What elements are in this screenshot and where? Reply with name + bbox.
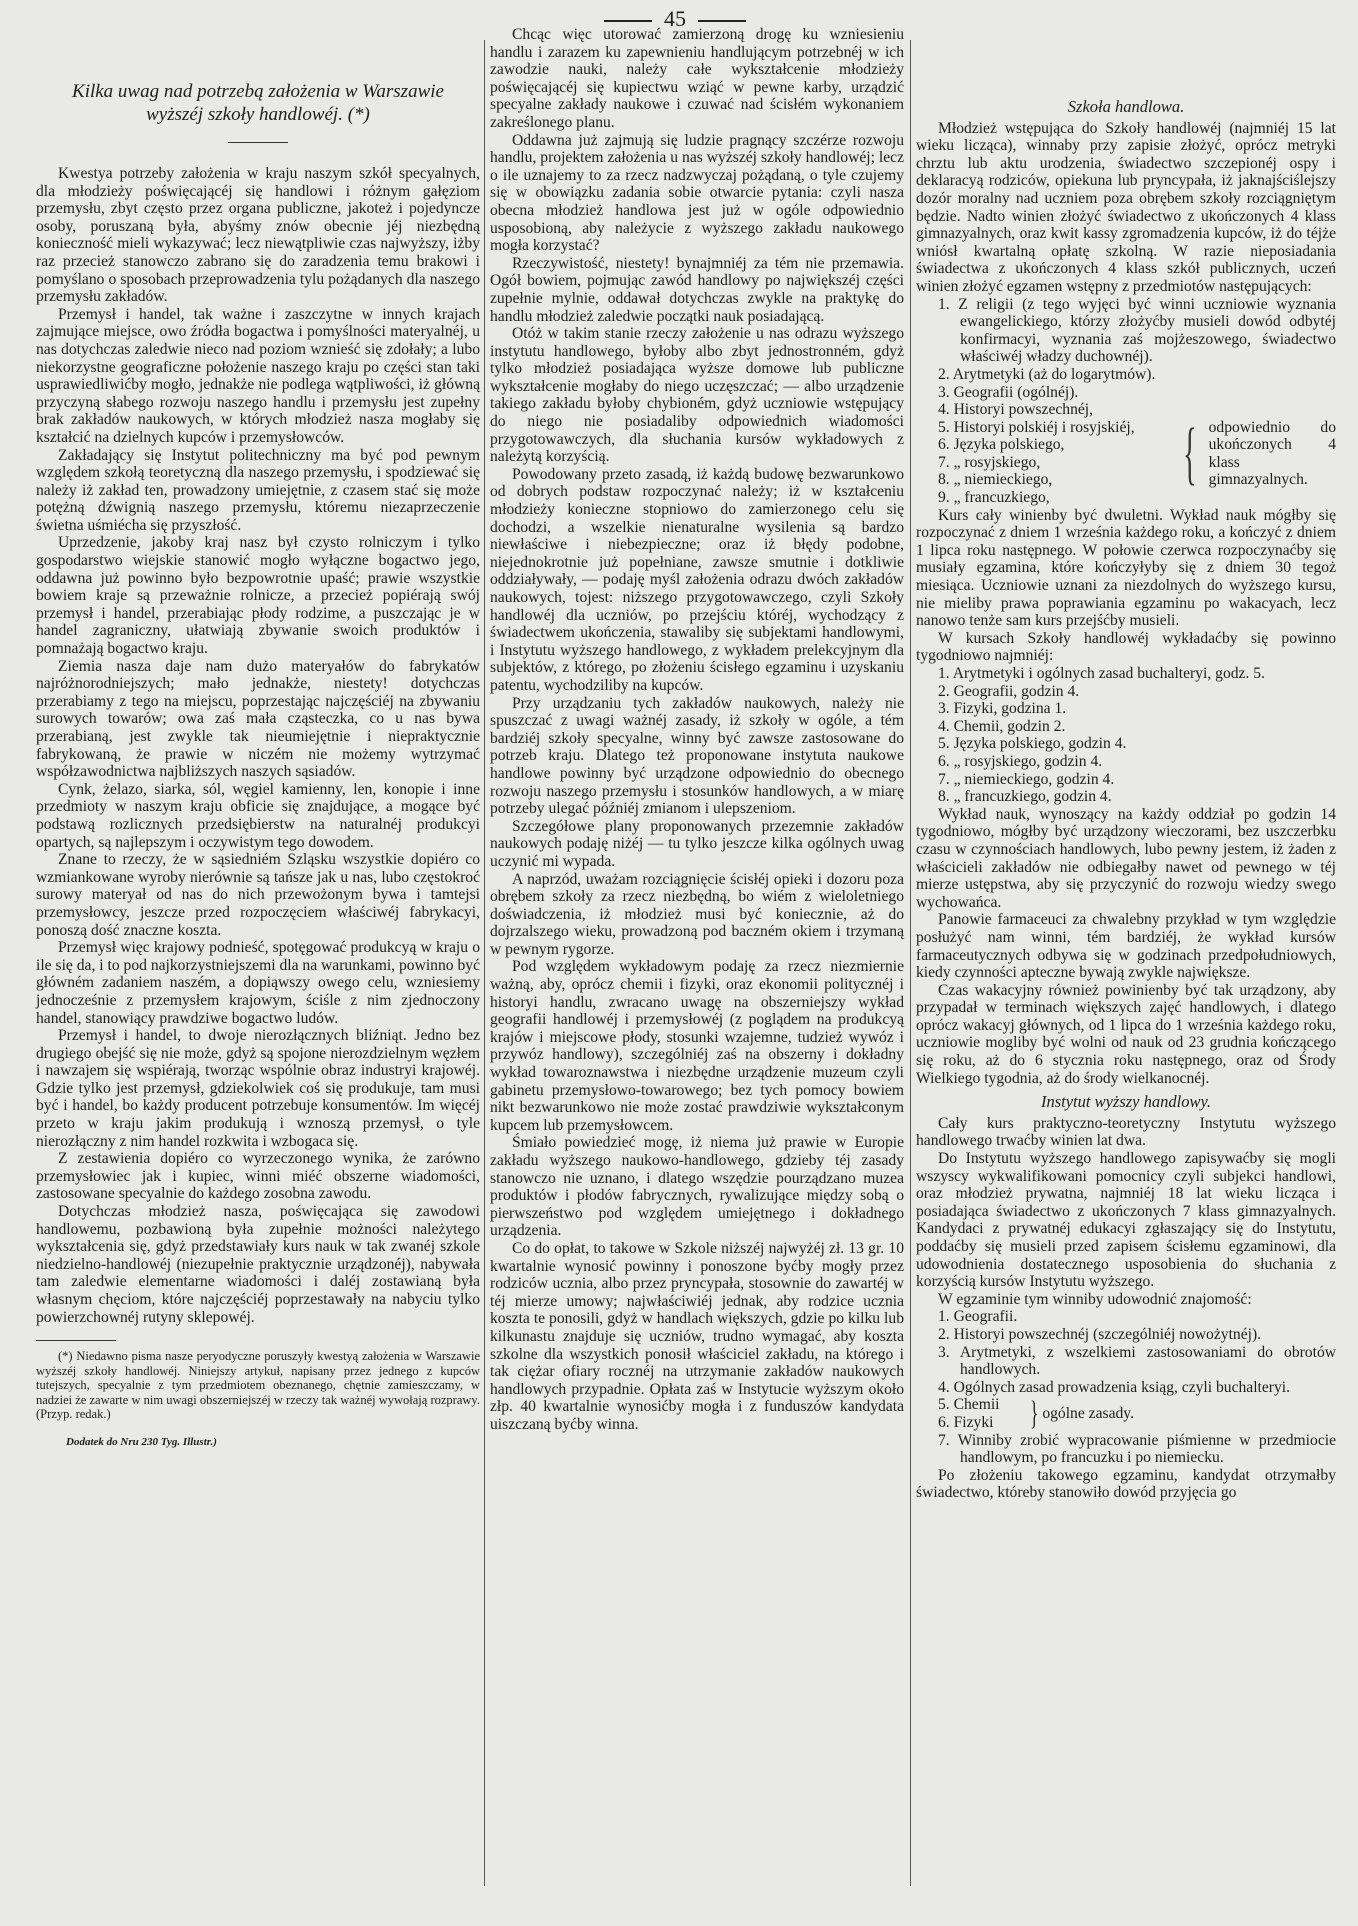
- list-item: 5. Chemii: [938, 1396, 1000, 1414]
- paragraph: Kwestya potrzeby założenia w kraju naszym szkół specyalnych, dla młodzieży poświęcającéj się handlowi i różnym gałęziom przemysłu, zbyt często przez organa publiczne, jakoteż i pojedyncze osoby, poruszaną była, abyśmy znów obecnie jéj niezbędną konieczność mieli wykazywać; lecz niewątpliwie czas najwyższy, iżby raz przecież stanowczo zabrano się do zaradzenia temu brakowi i pomyślano o sposobach przeprowadzenia tylu pożądanych dla naszego przemysłu zakładów.: [36, 165, 480, 306]
- column-2: [490, 26, 904, 1434]
- paragraph: Chcąc więc utorować zamierzoną drogę ku wzniesieniu handlu i zarazem ku zapewnieniu handlującym potrzebnéj w ich zawodzie nauki, należy całe wykształcenie młodzieży poświęcającéj się kupiectwu wziąć w pewne karby, urządzić specyalne zakłady naukowe i czuwać nad ścisłém wykonaniem zakreślonego planu.: [490, 26, 904, 131]
- list-item: 7. „ niemieckiego, godzin 4.: [938, 770, 1115, 788]
- footnote-rule: [36, 1340, 116, 1341]
- column-1: [36, 80, 480, 1451]
- paragraph: Śmiało powiedzieć mogę, iż niema już prawie w Europie zakładu wyższego naukowo-handlowego, gdzieby téj zasady stanowczo nie uznano, i dlatego wszędzie pourządzano muzea produktów i płodów fabrycznych, rywalizujące między sobą o pierwszeństwo pod względem umiejętnego i dokładnego urządzenia.: [490, 1134, 904, 1240]
- exam-subject-group: [916, 401, 1336, 507]
- list-item: 5. Historyi polskiéj i rosyjskiéj,: [938, 418, 1135, 436]
- institute-exam-list: [916, 1308, 1336, 1396]
- paragraph: Czas wakacyjny również powinienby być tak urządzony, aby przypadał w terminach większych zajęć handlowych, i dlatego oprócz wakacyj głównych, od 1 lipca do 1 września każdego roku, uczniowie mogliby być wolni od nauk od 23 grudnia kończącego się roku, aż do 6 stycznia roku następnego, oraz od Środy Wielkiego tygodnia, aż do środy wielkanocnéj.: [916, 981, 1336, 1087]
- paragraph: Wykład nauk, wynoszący na każdy oddział po godzin 14 tygodniowo, mógłby być urządzony wieczorami, bez uszczerbku czasu w czynnościach handlowych, lubo pewny jestem, iż żaden z właścicieli zakładów nie odbiegałby nawet od pewnego w téj mierze ustępstwa, aby się przyczynić do rozwoju wiedzy swego wychowańca.: [916, 805, 1336, 911]
- paragraph: W kursach Szkoły handlowéj wykładaćby się powinno tygodniowo najmniéj:: [916, 629, 1336, 665]
- institute-exam-group: [916, 1396, 1336, 1431]
- list-item: 4. Historyi powszechnéj,: [938, 401, 1094, 419]
- brace: }: [1030, 1394, 1039, 1432]
- list-item: 5. Języka polskiego, godzin 4.: [938, 735, 1127, 753]
- list-item: 1. Z religii (z tego wyjęci być winni uczniowie wyznania ewangelickiego, którzy złożyćby musieli dowód odbytéj konfirmacyi, wyznania zaś mojżeszowego, świadectwo właściwéj władzy duchownéj).: [938, 295, 1336, 366]
- brace-note: odpowiednio do ukończonych 4 klass gimnazyalnych.: [1208, 418, 1336, 489]
- page-number: 45: [590, 6, 760, 32]
- paragraph: Po złożeniu takowego egzaminu, kandydat otrzymałby świadectwo, któreby stanowiło dowód przyjęcia go: [916, 1466, 1336, 1502]
- list-item: 6. Fizyki: [938, 1413, 994, 1431]
- supplement-note: Dodatek do Nru 230 Tyg. Illustr.): [66, 1435, 217, 1448]
- paragraph: Przemysł i handel, to dwoje nierozłącznych bliźniąt. Jedno bez drugiego obejść się nie może, gdyż są spojone nierozdzielnym węzłem i nawzajem się wspiérają, tworząc wspólnie obraz industryi krajowéj. Gdzie tylko jest przemysł, gdziekolwiek coś się produkuje, tam musi być i handel, bo każdy producent potrzebuje konsumentów. Im więcéj przeto w kraju jakim produkują i wznoszą przemysł, o tyle nierozłączny z nim handel rozkwita i wzbogaca się.: [36, 1027, 480, 1150]
- paragraph: Cały kurs praktyczno-teoretyczny Instytutu wyższego handlowego trwaćby winien lat dwa.: [916, 1114, 1336, 1150]
- paragraph: Rzeczywistość, niestety! bynajmniéj za tém nie przemawia. Ogół bowiem, pojmując zawód handlowy po największéj części zupełnie mylnie, oddawał dotychczas zwykle na praktykę do handlu młodzież zaledwie początki nauk posiadającą.: [490, 254, 904, 325]
- list-item: 2. Geografii, godzin 4.: [938, 682, 1080, 700]
- article-body: [36, 165, 480, 1326]
- paragraph: Cynk, żelazo, siarka, sól, węgiel kamienny, len, konopie i inne przedmioty w naszym kraju obficie się znajdujące, a mogące być podstawą rozlicznych przedsiębierstw na naturalnéj produkcyi opartych, są najlepszym i oczywistym tego dowodem.: [36, 780, 480, 851]
- paragraph: Otóż w takim stanie rzeczy założenie u nas odrazu wyższego instytutu handlowego, byłoby albo zbyt jednostronném, gdyż tylko młodzież posiadająca wyższe domowe lub publiczne wykształcenie mogłaby do niego uczęszczać; — albo urządzenie takiego zakładu byłoby chybioném, gdyż uczniowie wstępujący do niego nie posiadaliby odpowiednich wiadomości przygotowawczych, dla słuchania kursów wykładowych z należytą korzyścią.: [490, 325, 904, 466]
- list-item: 3. Geografii (ogólnéj).: [938, 383, 1079, 401]
- list-item: 6. „ rosyjskiego, godzin 4.: [938, 752, 1103, 770]
- article-body: [490, 26, 904, 1434]
- paragraph: Szczegółowe plany proponowanych przezemnie zakładów naukowych podaję niżéj — tu tylko jeszcze kilka ogólnych uwag uczynić mi wypada.: [490, 817, 904, 870]
- title-rule: [228, 142, 288, 143]
- paragraph: Przemysł więc krajowy podnieść, spotęgować produkcyą w kraju o ile się da, i to pod najkorzystniejszemi dla na warunkami, powinno być główném zadaniem naszém, a dopiąwszy owego celu, wzniesiemy jednocześnie z przemysłem krajowym, ściśle z nim zjednoczony handel, stanowiący prawdziwe bogactwo ludów.: [36, 939, 480, 1027]
- paragraph: W egzaminie tym winniby udowodnić znajomość:: [938, 1290, 1252, 1308]
- paragraph: Przemysł i handel, tak ważne i zaszczytne w innych krajach zajmujące miejsce, owo źródła bogactwa i pomyślności materyalnéj, u nas dotychczas zaledwie nieco nad poziom wznieść się zdołały; a lubo niekorzystne geograficzne położenie naszego kraju po części stan taki usprawiedliwićby mogło, jednakże nie podlega wątpliwości, iż główną przyczyną słabego rozwoju naszego handlu i przemysłu jest zupełny brak zakładów naukowych, w których młodzież nasza mogłaby się kształcić na dzielnych kupców i przemysłowców.: [36, 305, 480, 446]
- paragraph: Z zestawienia dopiéro co wyrzeczonego wynika, że zarówno przemysłowiec jak i kupiec, winni miéć obszerne wiadomości, zastosowane specyalnie do każdego zosobna zawodu.: [36, 1150, 480, 1203]
- weekly-hours-list: [916, 665, 1336, 806]
- article-title: Kilka uwag nad potrzebą założenia w Warszawie wyższéj szkoły handlowéj. (*): [72, 81, 444, 125]
- list-item: 8. „ niemieckiego,: [938, 471, 1053, 489]
- list-item: 7. „ rosyjskiego,: [938, 453, 1041, 471]
- list-item: 3. Arytmetyki, z wszelkiemi zastosowaniami do obrotów handlowych.: [938, 1343, 1336, 1379]
- list-item: 4. Ogólnych zasad prowadzenia ksiąg, czyli buchalteryi.: [938, 1378, 1291, 1396]
- list-item: 2. Historyi powszechnéj (szczególniéj nowożytnéj).: [938, 1325, 1262, 1343]
- list-item: 8. „ francuzkiego, godzin 4.: [938, 788, 1112, 806]
- paragraph: Młodzież wstępująca do Szkoły handlowéj (najmniéj 15 lat wieku licząca), winnaby przy zapisie złożyć, oprócz metryki chrztu lub aktu urodzenia, świadectwo szczepionéj ospy i deklaracyą rodziców, opiekuna lub pryncypała, iż jaknajściślejszy dozór moralny nad uczniem poza obrębem szkoły rozciągniętym będzie. Nadto winien złożyć świadectwo z ukończonych 4 klass gimnazyalnych, oraz kwit kassy zgromadzenia kupców, iż do téjże wniósł kwartalną opłatę szkolną. W razie nieposiadania świadectwa z ukończonych 4 klass szkół publicznych, uczeń winien złożyć egzamen wstępny z przedmiotów następujących:: [916, 119, 1336, 295]
- brace-note: ogólne zasady.: [1042, 1405, 1134, 1423]
- paragraph: Uprzedzenie, jakoby kraj nasz był czysto rolniczym i tylko gospodarstwo wiejskie stanowić mogło wyłączne bogactwo jego, oddawna już powinno było bezpowrotnie upaść; prawie wszystkie bowiem kraje są przeważnie rolnicze, a przecież popiérają swój przemysł i handel, przerabiając płody rodzime, a puszczając je w handel zagraniczny, ułatwiają zbywanie swoich produktów i pomnażają bogactwo kraju.: [36, 534, 480, 658]
- exam-subject-list: [916, 296, 1336, 402]
- brace: {: [1183, 414, 1197, 492]
- list-item: 1. Geografii.: [938, 1308, 1018, 1326]
- paragraph: Panowie farmaceuci za chwalebny przykład w tym względzie posłużyć nam winni, tém bardziéj, że wykład kursów farmaceutycznych odbywa się w godzinach przedpołudniowych, kiedy czynności apteczne bywają zwykle największe.: [916, 911, 1336, 982]
- paragraph: Co do opłat, to takowe w Szkole niższéj najwyżéj zł. 13 gr. 10 kwartalnie wynosić powinny i ponoszone byćby mogły przez rodziców ucznia, albo przez pryncypała, stosownie do zawartéj w téj mierze umowy; najwłaściwiéj jednak, aby rodzice ucznia koszta te ponosili, gdyż w handlach większych, gdzie po kilku lub kilkunastu znajduje się uczniów, trudno wymagać, aby koszta szkolne dla wszystkich ponosił właściciel zakładu, na którego i tak ciężar ofiary rocznéj na utrzymanie zakładów naukowych handlowych przypadnie. Opłata zaś w Instytucie wyższym około złp. 40 kwartalnie wynosićby mogła i z funduszów kandydata uiszczaną byćby winna.: [490, 1239, 904, 1433]
- list-item: 7. Winniby zrobić wypracowanie piśmienne w przedmiocie handlowym, po francuzku i po niemiecku.: [938, 1431, 1336, 1467]
- paragraph: Pod względem wykładowym podaję za rzecz niezmiernie ważną, aby, oprócz chemii i fizyki, oraz ekonomii politycznéj i historyi handlu, zwracano uwagę na obszerniejszy wykład geografii handlowéj i przemysłowéj (z poglądem na produkcyą krajów i miejscowe płody, stosunki wzajemne, tudzież wywóz i przywóz handlowy), szczególniéj zaś na obszerny i dokładny wykład towaroznawstwa i niezbędne urządzenie muzeum czyli gabinetu przemysłowo-towarowego; bez tych pomocy bowiem nikt bezwarunkowo nie może zostać prawdziwie wykształconym kupcem lub przemysłowcem.: [490, 958, 904, 1134]
- list-item: 3. Fizyki, godzina 1.: [938, 700, 1067, 718]
- section-heading-school: Szkoła handlowa.: [1067, 97, 1185, 116]
- paragraph: Do Instytutu wyższego handlowego zapisywaćby się mogli wszyscy wykwalifikowani pomocnicy czyli subjekci handlowi, oraz młodzież prywatna, najmniéj 18 lat wieku licząca i posiadająca świadectwo z ukończonych 7 klass gimnazyalnych. Kandydaci z prywatnéj edukacyi zgłaszający się do Instytutu, poddaćby się musieli przed zapisem ścisłemu egzaminowi, dla udowodnienia dostatecznego usposobienia do słuchania z korzyścią kursów Instytutu wyższego.: [916, 1150, 1336, 1291]
- paragraph: Zakładający się Instytut politechniczny ma być pod pewnym względem szkołą teoretyczną dla naszego przemysłu, i spodziewać się należy iż zakład ten, prowadzony umiejętnie, z czasem stać się może potężną dźwignią naszego przemysłu, któremu niezaprzeczenie świetna uśmiécha się przyszłość.: [36, 446, 480, 534]
- column-divider: [910, 40, 911, 1886]
- paragraph: Przy urządzaniu tych zakładów naukowych, należy nie spuszczać z uwagi ważnéj zasady, iż szkoły w ogóle, a tém bardziéj szkoły specyalne, winny być zawsze zastosowane do potrzeb kraju. Dlatego też proponowane instytuta naukowe handlowe powinny być urządzone odpowiednio do obecnego rozwoju naszego przemysłu i stosunków handlowych, a w miarę potrzeby ulegać późniéj zmianom i ulepszeniom.: [490, 694, 904, 818]
- section-heading-institute: Instytut wyższy handlowy.: [1040, 1092, 1212, 1112]
- paragraph: Powodowany przeto zasadą, iż każdą budowę bezwarunkowo od dobrych podstaw rozpoczynać należy; iż w kształceniu młodzieży konieczne stopniowo do zamierzonego celu się dochodzi, a wszelkie nienaturalne wysilenia są bardzo niewłaściwe i niebezpieczne; oraz iż błędy podobne, niejednokrotnie już popełniane, zawsze smutnie i dotkliwie oddziaływały, — podaję myśl założenia odrazu dwóch zakładów naukowych, tojest: niższego przygotowawczego, czyli Szkoły handlowéj dla uczniów, po przejściu któréj, wychodzący z świadectwem ukończenia, stawaliby się subjektami handlowymi, i Instytutu wyższego handlowego, z wykładem prelekcyjnym dla subjektów, z którego, po złożeniu ścisłego egzaminu i uzyskaniu patentu, wychodziliby na kupców.: [490, 465, 904, 694]
- paragraph: Dotychczas młodzież nasza, poświęcająca się zawodowi handlowemu, pozbawioną była zupełnie możności należytego wykształcenia się, gdyż przedstawiały kurs nauk w tak zwanéj szkole niedzielno-handlowéj (niezupełnie praktycznie urządzonéj), nabywała tam zaledwie elementarne wiadomości i daléj zostawianą była własnym chęciom, które najczęściéj poprzestawały na nabyciu tylko powierzchownéj rutyny sklepowéj.: [36, 1203, 480, 1326]
- paragraph: A naprzód, uważam rozciągnięcie ścisłéj opieki i dozoru poza obrębem szkoły za rzecz niezbędną, bo wiém z wieloletniego doświadczenia, iż młodzież musi być koniecznie, aż do dojrzalszego wieku, prowadzoną pod baczném okiem i trzymaną w pewnym rygorze.: [490, 870, 904, 958]
- list-item: 1. Arytmetyki i ogólnych zasad buchalteryi, godz. 5.: [938, 665, 1265, 682]
- column-3: [916, 92, 1336, 1502]
- paragraph: Ziemia nasza daje nam dużo materyałów do fabrykatów najróżnorodniejszych; mało jednakże, niestety! dotychczas przerabiamy z tego na miejscu, poprzestając najczęściéj na zbywaniu surowych towarów; owa zaś mała cząsteczka, co u nas bywa przerabianą, jest zwykle tak nieumiejętnie i niepraktycznie fabrykowaną, że prawie w niczém nie możemy wytrzymać współzawodnictwa najbliższych naszych sąsiadów.: [36, 657, 480, 781]
- paragraph: Kurs cały winienby być dwuletni. Wykład nauk mógłby się rozpoczynać z dniem 1 września każdego roku, a kończyć z dniem 1 lipca roku następnego. W połowie czerwca rozpoczynaćby się musiały egzamina, które kończyłyby się z dniem 30 tegoż miesiąca. Uczniowie uznani za niezdolnych do wyższego kursu, nie mieliby prawa poprawiania egzaminu po wakacyach, lecz nanowo tenże sam kurs przejśćby musieli.: [916, 506, 1336, 630]
- list-item: 2. Arytmetyki (aż do logarytmów).: [938, 365, 1156, 383]
- list-item: 4. Chemii, godzin 2.: [938, 717, 1066, 735]
- paragraph: Oddawna już zajmują się ludzie pragnący szczérze rozwoju handlu, projektem założenia u nas wyższéj szkoły handlowéj; lecz o ile uznajemy to za rzecz nadzwyczaj pożądaną, o tyle czujemy się w obowiązku zadania sobie otwarcie pytania: czyli nasza obecna młodzież handlowa jest już w ogóle odpowiednio usposobioną, aby należycie z wyższego zakładu naukowego mogła korzystać?: [490, 131, 904, 255]
- column-divider: [484, 40, 485, 1886]
- list-item: 6. Języka polskiego,: [938, 436, 1065, 454]
- footnote: (*) Niedawno pisma nasze peryodyczne poruszyły kwestyą założenia w Warszawie wyższéj szkoły handlowéj. Niniejszy artykuł, napisany przez jednego z kupców tutejszych, specyalnie z tym przedmiotem obeznanego, chętnie zamieszczamy, w nadziei że zawarte w nim uwagi obszerniejszéj w rzeczy tak ważnéj wywołają rozprawy. (Przyp. redak.): [36, 1349, 480, 1422]
- list-item: 9. „ francuzkiego,: [938, 489, 1050, 507]
- paragraph: Znane to rzeczy, że w sąsiedniém Szląsku wszystkie dopiéro co wzmiankowane wyroby nierównie są tańsze jak u nas, lubo częstokroć surowy materyał od nas do nich przewożonym bywa i tamtejsi przemysłowcy, jeszcze przed rozpoczęciem właściwéj fabrykacyi, ponoszą dość znaczne koszta.: [36, 851, 480, 939]
